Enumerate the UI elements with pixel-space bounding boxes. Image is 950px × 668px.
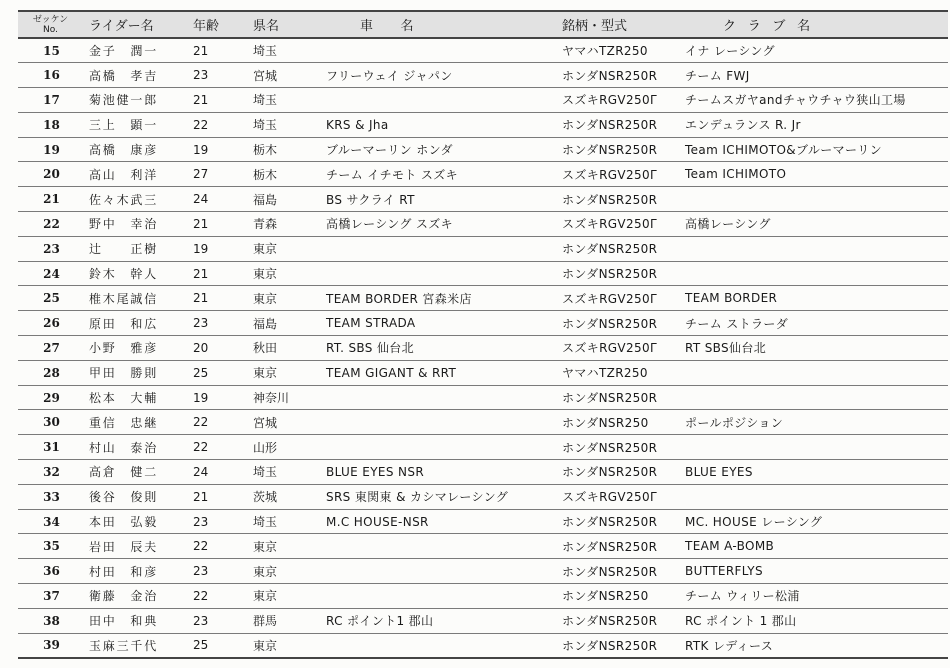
club-name-cell xyxy=(679,360,948,385)
age-cell: 22 xyxy=(187,435,247,460)
model-cell: スズキRGV250Γ xyxy=(556,336,679,361)
table-row xyxy=(18,385,948,410)
club-name-cell: チーム ウィリー松浦 xyxy=(679,584,948,609)
bib-number-cell: 39 xyxy=(18,633,83,658)
table-header xyxy=(18,11,948,38)
bib-number-cell: 17 xyxy=(18,88,83,113)
bib-number-cell: 24 xyxy=(18,261,83,286)
club-name-cell: Team ICHIMOTO xyxy=(679,162,948,187)
model-cell: スズキRGV250Γ xyxy=(556,88,679,113)
model-cell: ホンダNSR250 xyxy=(556,584,679,609)
age-cell: 23 xyxy=(187,559,247,584)
rider-name-cell: 椎木尾誠信 xyxy=(83,286,187,311)
club-name-cell: TEAM A-BOMB xyxy=(679,534,948,559)
table-row xyxy=(18,311,948,336)
bib-number-cell: 35 xyxy=(18,534,83,559)
prefecture-cell: 東京 xyxy=(247,261,320,286)
club-name-cell: Team ICHIMOTO&ブルーマーリン xyxy=(679,137,948,162)
rider-name-cell: 本田 弘毅 xyxy=(83,509,187,534)
header-bib-sublabel: No. xyxy=(43,24,58,35)
rider-name-cell: 高橋 康彦 xyxy=(83,137,187,162)
table-row xyxy=(18,360,948,385)
age-cell: 21 xyxy=(187,38,247,63)
age-cell: 19 xyxy=(187,137,247,162)
model-cell: ホンダNSR250R xyxy=(556,460,679,485)
bib-number-cell: 25 xyxy=(18,286,83,311)
table-row xyxy=(18,633,948,658)
model-cell: ホンダNSR250R xyxy=(556,63,679,88)
rider-name-cell: 岩田 辰夫 xyxy=(83,534,187,559)
model-cell: ホンダNSR250R xyxy=(556,534,679,559)
bib-number-cell: 30 xyxy=(18,410,83,435)
table-row xyxy=(18,137,948,162)
prefecture-cell: 栃木 xyxy=(247,137,320,162)
bib-number-cell: 31 xyxy=(18,435,83,460)
prefecture-cell: 宮城 xyxy=(247,410,320,435)
table-row xyxy=(18,261,948,286)
machine-name-cell: 高橋レーシング スズキ xyxy=(320,212,556,237)
prefecture-cell: 東京 xyxy=(247,286,320,311)
age-cell: 21 xyxy=(187,484,247,509)
table-row xyxy=(18,63,948,88)
prefecture-cell: 福島 xyxy=(247,311,320,336)
rider-name-cell: 田中 和典 xyxy=(83,608,187,633)
club-name-cell: ポールポジション xyxy=(679,410,948,435)
model-cell: スズキRGV250Γ xyxy=(556,212,679,237)
table-row xyxy=(18,435,948,460)
model-cell: ホンダNSR250R xyxy=(556,559,679,584)
machine-name-cell: TEAM STRADA xyxy=(320,311,556,336)
club-name-cell xyxy=(679,435,948,460)
prefecture-cell: 群馬 xyxy=(247,608,320,633)
bib-number-cell: 27 xyxy=(18,336,83,361)
header-age: 年齢 xyxy=(187,11,247,38)
rider-name-cell: 衛藤 金治 xyxy=(83,584,187,609)
bib-number-cell: 18 xyxy=(18,112,83,137)
model-cell: ホンダNSR250R xyxy=(556,385,679,410)
table-row xyxy=(18,187,948,212)
prefecture-cell: 埼玉 xyxy=(247,88,320,113)
table-row xyxy=(18,162,948,187)
club-name-cell: エンデュランス R. Jr xyxy=(679,112,948,137)
model-cell: ホンダNSR250R xyxy=(556,112,679,137)
age-cell: 25 xyxy=(187,633,247,658)
age-cell: 25 xyxy=(187,360,247,385)
table-row xyxy=(18,534,948,559)
table-row xyxy=(18,38,948,63)
bib-number-cell: 16 xyxy=(18,63,83,88)
prefecture-cell: 東京 xyxy=(247,559,320,584)
table-row xyxy=(18,112,948,137)
age-cell: 21 xyxy=(187,88,247,113)
table-row xyxy=(18,88,948,113)
table-row xyxy=(18,336,948,361)
prefecture-cell: 東京 xyxy=(247,236,320,261)
model-cell: ヤマハTZR250 xyxy=(556,38,679,63)
table-row xyxy=(18,460,948,485)
machine-name-cell xyxy=(320,88,556,113)
model-cell: ホンダNSR250 xyxy=(556,410,679,435)
machine-name-cell: M.C HOUSE-NSR xyxy=(320,509,556,534)
machine-name-cell: TEAM BORDER 宮森米店 xyxy=(320,286,556,311)
machine-name-cell: BLUE EYES NSR xyxy=(320,460,556,485)
machine-name-cell xyxy=(320,236,556,261)
machine-name-cell xyxy=(320,410,556,435)
club-name-cell: チームスガヤandチャウチャウ狭山工場 xyxy=(679,88,948,113)
bib-number-cell: 26 xyxy=(18,311,83,336)
club-name-cell xyxy=(679,236,948,261)
prefecture-cell: 東京 xyxy=(247,633,320,658)
prefecture-cell: 茨城 xyxy=(247,484,320,509)
club-name-cell: RC ポイント 1 郡山 xyxy=(679,608,948,633)
rider-name-cell: 松本 大輔 xyxy=(83,385,187,410)
table-row xyxy=(18,286,948,311)
machine-name-cell: KRS & Jha xyxy=(320,112,556,137)
prefecture-cell: 東京 xyxy=(247,584,320,609)
machine-name-cell: RT. SBS 仙台北 xyxy=(320,336,556,361)
machine-name-cell: チーム イチモト スズキ xyxy=(320,162,556,187)
rider-name-cell: 高山 利洋 xyxy=(83,162,187,187)
club-name-cell: RTK レディース xyxy=(679,633,948,658)
header-club-name: クラブ名 xyxy=(679,11,948,38)
club-name-cell: TEAM BORDER xyxy=(679,286,948,311)
header-bib-number xyxy=(18,11,83,38)
prefecture-cell: 神奈川 xyxy=(247,385,320,410)
rider-name-cell: 野中 幸治 xyxy=(83,212,187,237)
table-row xyxy=(18,484,948,509)
prefecture-cell: 栃木 xyxy=(247,162,320,187)
header-model: 銘柄・型式 xyxy=(556,11,679,38)
bib-number-cell: 15 xyxy=(18,38,83,63)
prefecture-cell: 青森 xyxy=(247,212,320,237)
age-cell: 22 xyxy=(187,584,247,609)
age-cell: 21 xyxy=(187,286,247,311)
bib-number-cell: 29 xyxy=(18,385,83,410)
rider-name-cell: 玉麻三千代 xyxy=(83,633,187,658)
machine-name-cell xyxy=(320,559,556,584)
model-cell: ホンダNSR250R xyxy=(556,261,679,286)
club-name-cell: イナ レーシング xyxy=(679,38,948,63)
prefecture-cell: 秋田 xyxy=(247,336,320,361)
machine-name-cell: TEAM GIGANT & RRT xyxy=(320,360,556,385)
bib-number-cell: 34 xyxy=(18,509,83,534)
bib-number-cell: 19 xyxy=(18,137,83,162)
prefecture-cell: 埼玉 xyxy=(247,38,320,63)
bib-number-cell: 20 xyxy=(18,162,83,187)
club-name-cell: チーム ストラーダ xyxy=(679,311,948,336)
age-cell: 22 xyxy=(187,410,247,435)
club-name-cell xyxy=(679,385,948,410)
rider-name-cell: 佐々木武三 xyxy=(83,187,187,212)
model-cell: ホンダNSR250R xyxy=(556,435,679,460)
prefecture-cell: 宮城 xyxy=(247,63,320,88)
machine-name-cell: BS サクライ RT xyxy=(320,187,556,212)
machine-name-cell xyxy=(320,534,556,559)
table-row xyxy=(18,212,948,237)
machine-name-cell xyxy=(320,261,556,286)
age-cell: 23 xyxy=(187,63,247,88)
rider-name-cell: 村山 泰治 xyxy=(83,435,187,460)
table-body xyxy=(18,38,948,658)
club-name-cell: BLUE EYES xyxy=(679,460,948,485)
model-cell: スズキRGV250Γ xyxy=(556,162,679,187)
model-cell: ホンダNSR250R xyxy=(556,509,679,534)
age-cell: 20 xyxy=(187,336,247,361)
header-rider-name: ライダー名 xyxy=(83,11,187,38)
rider-name-cell: 金子 潤一 xyxy=(83,38,187,63)
prefecture-cell: 埼玉 xyxy=(247,460,320,485)
prefecture-cell: 福島 xyxy=(247,187,320,212)
header-row xyxy=(18,11,948,38)
age-cell: 21 xyxy=(187,261,247,286)
header-bib-label: ゼッケン xyxy=(32,14,69,25)
rider-name-cell: 三上 顕一 xyxy=(83,112,187,137)
bib-number-cell: 38 xyxy=(18,608,83,633)
prefecture-cell: 埼玉 xyxy=(247,509,320,534)
table-row xyxy=(18,410,948,435)
club-name-cell: MC. HOUSE レーシング xyxy=(679,509,948,534)
model-cell: ホンダNSR250R xyxy=(556,236,679,261)
club-name-cell: BUTTERFLYS xyxy=(679,559,948,584)
club-name-cell xyxy=(679,261,948,286)
age-cell: 23 xyxy=(187,608,247,633)
club-name-cell: RT SBS仙台北 xyxy=(679,336,948,361)
model-cell: ヤマハTZR250 xyxy=(556,360,679,385)
table-row xyxy=(18,559,948,584)
machine-name-cell: ブルーマーリン ホンダ xyxy=(320,137,556,162)
model-cell: ホンダNSR250R xyxy=(556,187,679,212)
prefecture-cell: 東京 xyxy=(247,534,320,559)
bib-number-cell: 36 xyxy=(18,559,83,584)
age-cell: 23 xyxy=(187,509,247,534)
rider-name-cell: 菊池健一郎 xyxy=(83,88,187,113)
machine-name-cell xyxy=(320,584,556,609)
model-cell: スズキRGV250Γ xyxy=(556,286,679,311)
machine-name-cell: RC ポイント1 郡山 xyxy=(320,608,556,633)
model-cell: ホンダNSR250R xyxy=(556,633,679,658)
age-cell: 27 xyxy=(187,162,247,187)
model-cell: ホンダNSR250R xyxy=(556,137,679,162)
rider-name-cell: 小野 雅彦 xyxy=(83,336,187,361)
club-name-cell xyxy=(679,187,948,212)
age-cell: 24 xyxy=(187,187,247,212)
rider-name-cell: 重信 忠継 xyxy=(83,410,187,435)
bib-number-cell: 23 xyxy=(18,236,83,261)
machine-name-cell xyxy=(320,38,556,63)
bib-number-cell: 32 xyxy=(18,460,83,485)
prefecture-cell: 山形 xyxy=(247,435,320,460)
rider-name-cell: 村田 和彦 xyxy=(83,559,187,584)
bib-number-cell: 33 xyxy=(18,484,83,509)
bib-number-cell: 21 xyxy=(18,187,83,212)
bib-number-cell: 28 xyxy=(18,360,83,385)
rider-name-cell: 鈴木 幹人 xyxy=(83,261,187,286)
age-cell: 19 xyxy=(187,236,247,261)
table-row xyxy=(18,584,948,609)
rider-name-cell: 甲田 勝則 xyxy=(83,360,187,385)
rider-name-cell: 高倉 健二 xyxy=(83,460,187,485)
machine-name-cell xyxy=(320,385,556,410)
rider-name-cell: 原田 和広 xyxy=(83,311,187,336)
table-row xyxy=(18,509,948,534)
prefecture-cell: 東京 xyxy=(247,360,320,385)
header-prefecture: 県名 xyxy=(247,11,320,38)
header-machine-name: 車 名 xyxy=(320,11,556,38)
club-name-cell: 高橋レーシング xyxy=(679,212,948,237)
model-cell: ホンダNSR250R xyxy=(556,608,679,633)
machine-name-cell xyxy=(320,435,556,460)
model-cell: ホンダNSR250R xyxy=(556,311,679,336)
age-cell: 21 xyxy=(187,212,247,237)
rider-name-cell: 後谷 俊則 xyxy=(83,484,187,509)
bib-number-cell: 22 xyxy=(18,212,83,237)
rider-name-cell: 高橋 孝吉 xyxy=(83,63,187,88)
bib-number-cell: 37 xyxy=(18,584,83,609)
prefecture-cell: 埼玉 xyxy=(247,112,320,137)
age-cell: 22 xyxy=(187,534,247,559)
club-name-cell xyxy=(679,484,948,509)
age-cell: 24 xyxy=(187,460,247,485)
rider-name-cell: 辻 正樹 xyxy=(83,236,187,261)
machine-name-cell: SRS 東関東 & カシマレーシング xyxy=(320,484,556,509)
model-cell: スズキRGV250Γ xyxy=(556,484,679,509)
machine-name-cell xyxy=(320,633,556,658)
table-row xyxy=(18,608,948,633)
age-cell: 22 xyxy=(187,112,247,137)
machine-name-cell: フリーウェイ ジャパン xyxy=(320,63,556,88)
age-cell: 23 xyxy=(187,311,247,336)
club-name-cell: チーム FWJ xyxy=(679,63,948,88)
table-row xyxy=(18,236,948,261)
age-cell: 19 xyxy=(187,385,247,410)
entry-list-table xyxy=(18,10,948,659)
